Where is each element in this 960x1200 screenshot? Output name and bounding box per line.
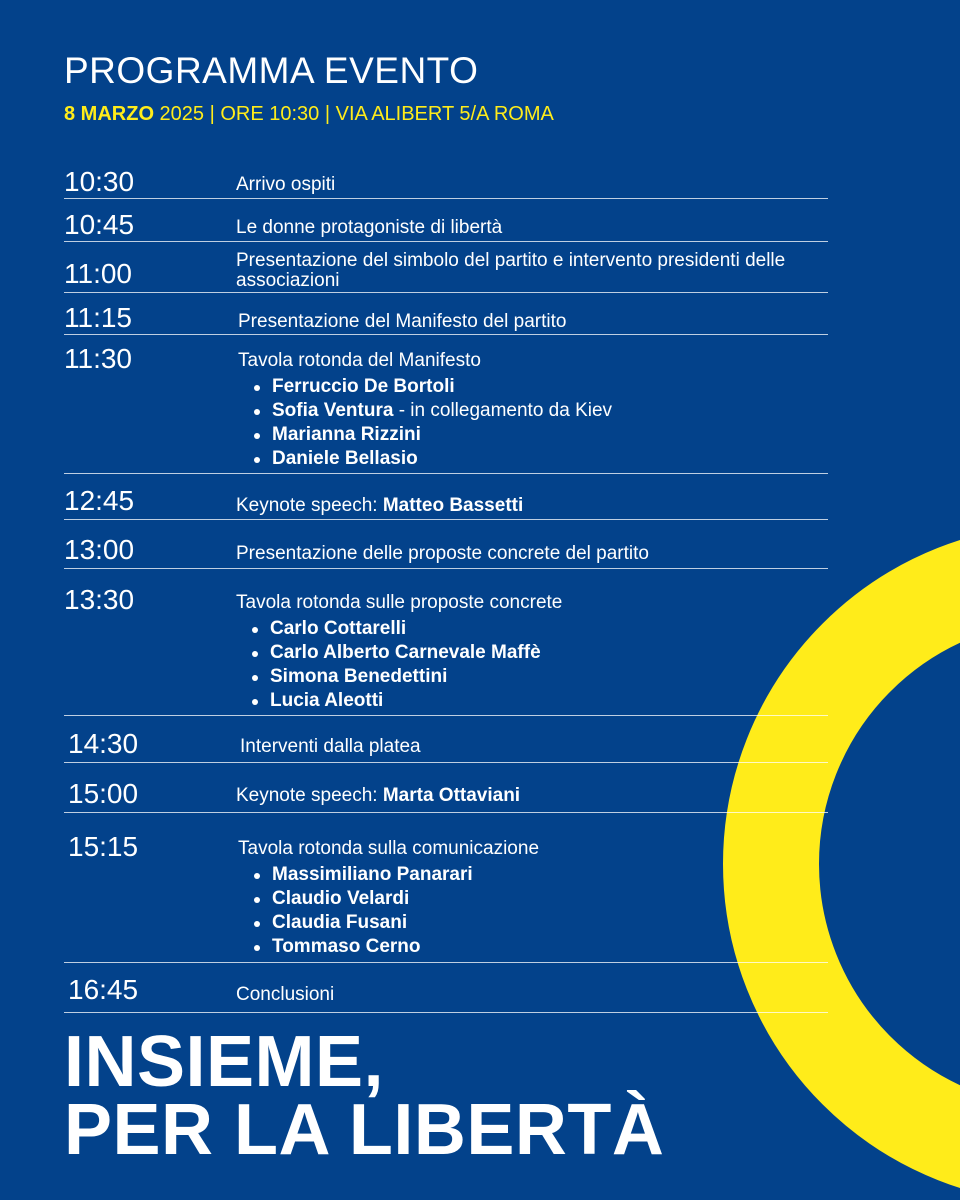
speaker-item: Ferruccio De Bortoli [238, 375, 828, 399]
speaker-item: Carlo Alberto Carnevale Maffè [236, 641, 826, 665]
schedule-time: 15:00 [68, 778, 139, 809]
schedule-time: 11:00 [64, 258, 132, 289]
event-time-location: 2025 | ORE 10:30 | VIA ALIBERT 5/A ROMA [154, 103, 554, 125]
schedule-row [64, 586, 828, 716]
schedule-label: Presentazione del simbolo del partito e intervento presidenti delle associazioni [236, 250, 786, 291]
schedule-row [64, 976, 828, 1013]
schedule-time: 11:15 [64, 302, 132, 333]
schedule-label: Conclusioni [236, 984, 335, 1005]
schedule-row [64, 536, 828, 569]
schedule-label: Tavola rotonda sulla comunicazione [238, 838, 540, 859]
speaker-item: Marianna Rizzini [238, 423, 828, 447]
schedule-row [64, 211, 828, 242]
schedule-time: 11:30 [64, 343, 132, 374]
speaker-list [238, 863, 828, 959]
schedule-time: 13:00 [64, 534, 135, 565]
event-date: 8 MARZO [64, 103, 154, 125]
schedule-row [64, 345, 828, 474]
schedule-label-block [238, 839, 828, 959]
schedule-time: 10:30 [64, 166, 135, 197]
schedule-time: 10:45 [64, 209, 135, 240]
schedule-row [64, 833, 828, 963]
schedule-label-block [236, 593, 826, 713]
keynote-speaker: Marta Ottaviani [382, 785, 521, 806]
schedule-row [64, 168, 828, 199]
speaker-item: Claudio Velardi [238, 887, 828, 911]
speaker-item: Sofia Ventura - in collegamento da Kiev [238, 399, 828, 423]
schedule-time: 15:15 [68, 831, 139, 862]
speaker-list [236, 617, 826, 713]
speaker-item: Lucia Aleotti [236, 689, 826, 713]
schedule-label: Le donne protagoniste di libertà [236, 217, 503, 238]
schedule-label: Presentazione del Manifesto del partito [238, 311, 567, 332]
speaker-list [238, 375, 828, 471]
speaker-item: Claudia Fusani [238, 911, 828, 935]
event-details [64, 104, 554, 124]
schedule-label: Keynote speech: Matteo Bassetti [236, 495, 524, 516]
schedule-label: Keynote speech: Marta Ottaviani [236, 785, 521, 806]
speaker-item: Carlo Cottarelli [236, 617, 826, 641]
keynote-speaker: Matteo Bassetti [382, 495, 524, 516]
schedule-row [64, 730, 828, 763]
slogan [64, 1022, 665, 1170]
speaker-item: Simona Benedettini [236, 665, 826, 689]
slogan-line-1: INSIEME, [64, 1022, 385, 1102]
schedule-label: Presentazione delle proposte concrete del partito [236, 543, 649, 564]
slogan-line-2: PER LA LIBERTÀ [64, 1090, 665, 1170]
speaker-item: Massimiliano Panarari [238, 863, 828, 887]
page-title: PROGRAMMA EVENTO [64, 50, 479, 91]
schedule-label: Arrivo ospiti [236, 174, 336, 195]
schedule-row [64, 251, 828, 293]
schedule-time: 14:30 [68, 728, 139, 759]
schedule-label-block [238, 351, 828, 471]
schedule-row [64, 780, 828, 813]
speaker-item: Daniele Bellasio [238, 447, 828, 471]
schedule-time: 13:30 [64, 584, 135, 615]
schedule-row [64, 304, 828, 335]
schedule-row [64, 487, 828, 520]
schedule-time: 12:45 [64, 485, 135, 516]
schedule-label: Interventi dalla platea [240, 736, 421, 757]
speaker-item: Tommaso Cerno [238, 935, 828, 959]
schedule-label: Tavola rotonda del Manifesto [238, 350, 481, 371]
schedule-label: Tavola rotonda sulle proposte concrete [236, 592, 563, 613]
schedule-time: 16:45 [68, 974, 139, 1005]
speaker-note: - in collegamento da Kiev [393, 400, 613, 421]
